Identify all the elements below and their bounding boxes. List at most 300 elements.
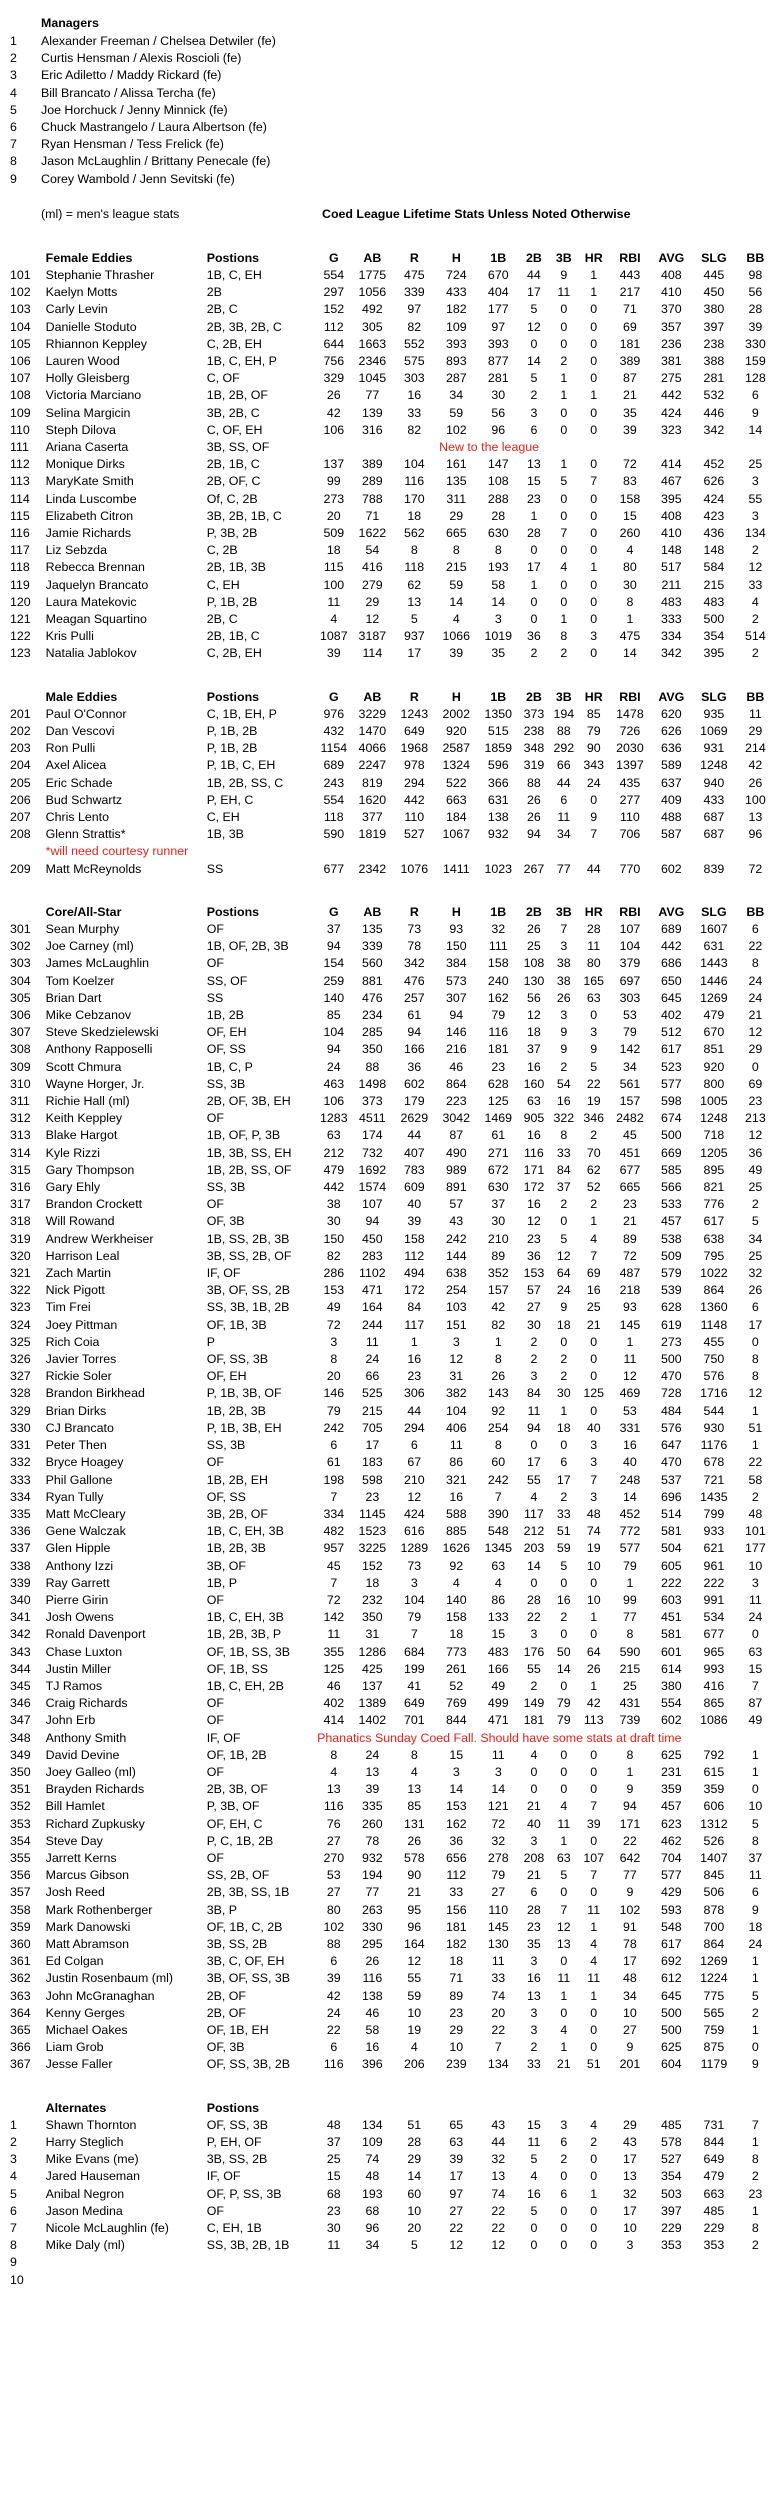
player-name: Stephanie Thrasher [45,267,155,282]
stat-cell: 1179 [700,2057,728,2072]
stat-cell: 769 [445,1696,467,1711]
stat-cell: 705 [361,1420,383,1435]
stat-cell: 63 [449,2135,464,2150]
stat-cell: 13 [527,1988,541,2003]
stat-cell: 2 [530,388,538,403]
stat-cell: 487 [619,1266,641,1281]
stat-cell: 0 [560,543,568,558]
column-header: SLG [701,904,727,919]
stat-cell: 63 [491,1558,506,1573]
stat-cell: 475 [403,267,425,282]
stat-cell: 17 [748,1317,763,1332]
stat-cell: 27 [623,2023,637,2037]
stat-cell: 24 [748,1936,763,1951]
player-number: 351 [10,1782,31,1797]
player-name: Zach Martin [45,1266,112,1281]
player-positions: OF, SS, 3B, 2B [206,2057,291,2072]
player-name: Brian Dart [45,990,102,1005]
player-name: Kenny Gerges [45,2005,125,2020]
stat-cell: 3 [530,405,538,420]
stat-cell: 0 [530,336,538,351]
player-positions: P, 1B, 2B [206,723,258,738]
player-name: Brian Dirks [45,1403,107,1418]
stat-cell: 96 [365,2221,380,2236]
player-number: 101 [10,267,31,282]
stat-cell: 39 [586,1816,601,1831]
player-number: 354 [10,1833,31,1848]
stat-cell: 577 [619,1541,641,1556]
stat-cell: 32 [491,2152,506,2167]
stat-cell: 68 [326,2186,341,2201]
table-row [10,2237,775,2254]
player-name: Richie Hall (ml) [45,1094,130,1109]
stat-cell: 561 [619,1076,641,1091]
stat-cell: 17 [623,2203,637,2218]
stat-cell: 85 [326,1008,341,1023]
player-positions: OF, 3B [206,2040,245,2055]
stat-cell: 166 [487,1661,509,1676]
stat-cell: 193 [361,2186,383,2201]
stat-cell: 576 [703,1369,725,1384]
stat-cell: 11 [748,1592,762,1607]
stat-cell: 573 [445,973,467,988]
stat-cell: 8 [626,1627,634,1642]
stat-cell: 4 [452,1575,460,1590]
stat-cell: 650 [661,973,682,988]
stat-cell: 451 [661,1610,682,1625]
stat-cell: 48 [586,1506,601,1521]
stat-cell: 150 [445,939,467,954]
stat-cell: 0 [560,1214,568,1229]
stat-cell: 442 [661,388,682,403]
stat-cell: 701 [403,1713,425,1728]
stat-cell: 152 [361,1558,383,1573]
column-header: R [409,689,419,704]
player-name: Ryan Tully [45,1489,104,1504]
stat-cell: 77 [365,1885,380,1900]
stat-cell: 24 [365,1352,380,1367]
table-row [10,973,775,990]
stat-cell: 377 [361,809,383,824]
player-positions: OF, P, SS, 3B [206,2186,282,2201]
stat-cell: 0 [751,1782,759,1797]
stat-cell: 0 [590,2005,598,2020]
stat-cell: 161 [445,457,467,472]
stat-cell: 109 [361,2135,383,2150]
stat-cell: 198 [323,1472,345,1487]
player-number: 102 [10,285,31,300]
player-positions: IF, OF [206,2169,241,2184]
player-positions: OF, EH [206,1369,247,1384]
table-row [10,1506,775,1523]
stat-cell: 29 [449,508,464,523]
stat-cell: 193 [487,560,509,575]
column-header: HR [584,689,603,704]
stat-cell: 602 [403,1076,425,1091]
column-header: Postions [206,904,260,919]
player-number: 348 [10,1730,31,1745]
stat-cell: 731 [703,2117,725,2132]
stat-cell: 214 [745,741,766,756]
stat-cell: 9 [560,1025,568,1040]
player-positions: P, 3B, 2B [206,525,258,540]
player-positions: OF [206,1197,224,1212]
stat-cell: 0 [560,1954,568,1969]
stat-cell: 254 [445,1283,467,1298]
stat-cell: 6 [330,1954,338,1969]
stat-cell: 273 [661,1334,682,1349]
stat-cell: 151 [445,1317,467,1332]
stat-cell: 25 [748,1248,763,1263]
stat-cell: 216 [445,1042,467,1057]
player-positions: OF [206,1111,224,1126]
table-row [10,775,775,792]
stat-cell: 10 [623,2221,637,2236]
stat-cell: 8 [410,1747,418,1762]
stat-cell: 689 [661,922,682,936]
stat-cell: 11 [449,1438,463,1453]
player-number: 7 [10,2221,17,2236]
stat-cell: 78 [407,939,422,954]
stat-cell: 14 [407,2169,422,2184]
player-number: 313 [10,1128,31,1143]
stat-cell: 617 [661,1042,682,1057]
stat-cell: 116 [362,1971,383,1986]
stat-cell: 589 [661,758,682,773]
stat-cell: 61 [491,1128,506,1143]
stat-cell: 17 [623,1954,637,1969]
player-positions [207,2272,317,2289]
manager-names: Ryan Hensman / Tess Frelick (fe) [41,137,224,152]
table-row [10,525,775,542]
stat-cell: 864 [703,1283,725,1298]
stat-cell: 116 [323,1799,344,1814]
player-number: 363 [10,1988,31,2003]
stat-cell: 578 [661,2135,682,2150]
stat-cell: 162 [487,990,509,1005]
stat-cell: 0 [560,2005,568,2020]
stat-cell [518,2272,549,2289]
stat-cell: 104 [403,457,425,472]
stat-cell: 638 [445,1266,467,1281]
player-positions: 1B, 2B, SS, OF [206,1162,292,1177]
player-positions: P, 1B, 3B, OF [206,1386,282,1401]
stat-cell: 0 [530,1764,538,1779]
stat-cell: 23 [623,1197,637,1212]
stat-cell: 76 [326,1816,341,1831]
stat-cell [394,2254,434,2271]
table-row [10,1678,775,1695]
stat-cell: 8 [751,1369,759,1384]
player-positions: P [206,1334,215,1349]
stat-cell: 396 [361,2057,383,2072]
stat-cell: 16 [586,1283,601,1298]
stat-cell: 322 [553,1111,575,1126]
stat-cell: 30 [491,388,506,403]
stat-cell: 22 [491,2023,506,2037]
player-number: 360 [10,1936,31,1951]
stat-cell: 534 [703,1610,725,1625]
stat-cell: 575 [403,353,425,368]
stat-cell: 1312 [700,1816,728,1831]
stat-cell: 16 [449,1489,464,1504]
mens-league-note: (ml) = men's league stats [41,206,180,221]
player-positions: OF, 1B, SS [206,1661,268,1676]
stat-cell: 8 [751,956,759,971]
stat-cell: 7 [590,1868,598,1883]
stat-cell: 432 [323,723,345,738]
stat-cell: 721 [703,1472,725,1487]
stat-cell: 4066 [358,741,387,756]
stat-cell: 1005 [700,1094,728,1109]
stat-cell: 294 [403,1420,425,1435]
table-row [10,723,775,740]
stat-cell: 1 [560,1403,568,1418]
stat-cell: 34 [449,388,464,403]
player-number: 312 [10,1111,31,1126]
stat-cell: 3 [751,508,759,523]
stat-cell: 4 [530,2169,538,2184]
stat-cell: 7 [590,474,598,489]
stat-cell: 1 [626,611,634,626]
stat-cell: 6 [560,1455,568,1470]
stat-cell: 63 [586,990,601,1005]
stat-cell: 537 [661,1472,682,1487]
player-name: Mark Danowski [45,1919,131,1934]
stat-cell: 21 [748,1008,763,1023]
stat-cell: 26 [527,922,541,936]
player-name: Bud Schwartz [45,792,123,807]
table-row [10,861,775,878]
stat-cell: 74 [365,2152,380,2167]
stat-cell: 236 [661,336,682,351]
stat-cell: 619 [661,1317,682,1332]
stat-cell: 206 [403,2057,425,2072]
stat-cell: 334 [323,1506,345,1521]
player-name: Ronald Davenport [45,1627,146,1642]
player-name: Selina Margicin [45,405,131,420]
stat-cell: 416 [703,1678,725,1693]
stat-cell: 72 [623,1248,637,1263]
player-number: 3 [10,2152,17,2167]
stat-cell: 355 [323,1644,345,1659]
stat-cell: 380 [703,302,725,317]
stat-cell: 14 [623,646,637,661]
stat-cell: 39 [449,646,464,661]
stat-cell: 878 [703,1902,725,1917]
stat-cell: 96 [407,1919,422,1934]
stat-cell: 0 [590,611,598,626]
stat-cell: 158 [487,956,509,971]
stat-cell: 7 [494,1489,502,1504]
stat-cell: 162 [445,1816,467,1831]
player-positions: OF, SS [206,1042,246,1057]
stat-cell: 3229 [358,706,387,721]
table-row [10,559,775,576]
stat-cell: 1 [590,1610,598,1625]
stat-cell: 149 [523,1696,545,1711]
stat-cell: 452 [619,1506,641,1521]
stat-cell: 134 [745,525,766,540]
stat-cell: 644 [323,336,345,351]
stat-cell: 53 [623,1008,637,1023]
stat-cell: 390 [487,1506,509,1521]
stat-cell: 21 [556,2057,571,2072]
stat-cell: 4 [560,560,568,575]
stat-cell: 19 [407,2023,422,2037]
stat-cell: 79 [623,1558,637,1573]
stat-cell: 330 [361,1919,383,1934]
stat-cell: 718 [703,1128,725,1143]
player-positions: 3B, SS, 2B [206,1936,268,1951]
player-number: 119 [10,577,30,592]
stat-cell: 323 [661,422,682,437]
player-name: Justin Miller [45,1661,112,1676]
stat-cell: 29 [748,723,763,738]
manager-number: 5 [10,102,17,117]
player-name: Joe Carney (ml) [45,939,134,954]
player-number: 342 [10,1627,31,1642]
stat-cell: 133 [487,1610,509,1625]
stat-cell: 18 [407,508,422,523]
stat-cell: 215 [619,1661,641,1676]
player-number: 201 [10,706,31,721]
table-row [10,405,775,422]
stat-cell [578,2254,609,2271]
stat-cell: 402 [323,1696,345,1711]
stat-cell: 14 [527,353,541,368]
stat-cell [651,2272,692,2289]
stat-cell: 1607 [700,922,728,936]
table-row [10,1385,775,1402]
stat-cell: 30 [556,1386,571,1401]
stat-cell: 792 [703,1747,725,1762]
stat-cell: 1478 [616,706,644,721]
stat-cell: 354 [661,2169,682,2184]
stat-cell: 1469 [484,1111,513,1126]
player-number: 106 [10,353,31,368]
player-name: Jaquelyn Brancato [45,577,149,592]
player-number: 316 [10,1180,31,1195]
stat-cell: 51 [586,2057,601,2072]
stat-cell: 335 [361,1799,383,1814]
player-positions: 1B, 2B, EH [206,1472,268,1487]
stat-cell: 0 [590,1403,598,1418]
player-positions: 2B, OF, C [206,474,261,489]
stat-cell: 4 [494,1575,502,1590]
stat-cell: 631 [703,939,725,954]
stat-cell: 17 [556,1472,571,1487]
table-row [10,2022,775,2039]
player-positions: P, EH, OF [206,2135,262,2150]
stat-cell: 156 [445,1902,467,1917]
stat-cell: 82 [491,1317,506,1332]
player-number: 2 [10,2135,17,2150]
stat-cell: 61 [407,1008,422,1023]
stat-cell: 10 [623,2005,637,2020]
stat-cell: 1 [530,577,538,592]
stat-cell: 23 [748,2186,763,2201]
stat-cell: 2 [590,2135,598,2150]
stat-cell: 2 [751,1489,759,1504]
stat-cell: 166 [403,1042,425,1057]
stat-cell: 13 [623,2169,637,2184]
stat-cell: 891 [445,1180,467,1195]
stat-cell: 1345 [484,1541,513,1556]
stat-cell: 130 [523,973,545,988]
stat-cell: 410 [661,525,682,540]
stat-cell: 21 [527,1799,541,1814]
stat-cell: 145 [487,1919,509,1934]
stat-cell: 37 [491,1197,506,1212]
column-header: AVG [658,250,685,265]
stat-cell: 0 [560,2221,568,2236]
stat-cell: 587 [661,827,682,842]
manager-names: Alexander Freeman / Chelsea Detwiler (fe) [41,34,276,48]
player-positions: 2B, 3B, OF [206,1782,268,1797]
stat-cell: 42 [586,1696,601,1711]
table-row [10,353,775,370]
stat-cell: 16 [527,1059,541,1074]
player-number: 322 [10,1283,31,1298]
player-name: Tom Koelzer [45,973,115,988]
stat-cell: 686 [661,956,682,971]
stat-cell: 38 [326,1197,341,1212]
player-name: CJ Brancato [45,1420,114,1435]
stat-cell: 5 [530,2203,538,2218]
stat-cell: 11 [748,1868,762,1883]
column-header [317,2100,350,2117]
stat-cell: 61 [326,1455,341,1470]
player-positions: P, EH, C [206,792,254,807]
stat-cell: 74 [586,1524,601,1539]
player-number: 113 [10,474,30,489]
stat-cell: 2629 [400,1111,429,1126]
stat-cell: 281 [487,371,509,386]
table-row [10,1420,775,1437]
stat-cell: 316 [361,422,383,437]
stat-cell: 39 [623,422,637,437]
stat-cell: 1019 [484,629,513,644]
stat-cell: 0 [590,422,598,437]
stat-cell: 24 [748,1610,763,1625]
stat-cell: 94 [365,1214,380,1229]
stat-cell: 381 [661,353,682,368]
stat-cell: 22 [449,2221,464,2236]
stat-cell: 795 [703,1248,725,1263]
player-number: 107 [10,371,31,386]
stat-cell: 692 [661,1954,682,1969]
player-number: 319 [10,1231,31,1246]
table-row [10,301,775,318]
player-name: Craig Richards [45,1696,128,1711]
column-header: 3B [555,904,572,919]
stat-cell: 109 [445,319,467,334]
stat-cell: 171 [523,1162,545,1177]
stat-cell: 0 [560,2169,568,2184]
table-row [10,990,775,1007]
stat-cell: 125 [583,1386,605,1401]
stat-cell: 21 [527,1868,541,1883]
stat-cell: 44 [491,2135,506,2150]
table-header-row [10,904,775,921]
stat-cell: 103 [445,1300,467,1315]
stat-cell: 2346 [358,353,387,368]
stat-cell: 26 [586,1661,601,1676]
table-row [10,422,775,439]
stat-cell: 94 [326,1042,341,1057]
stat-cell: 395 [661,491,682,506]
